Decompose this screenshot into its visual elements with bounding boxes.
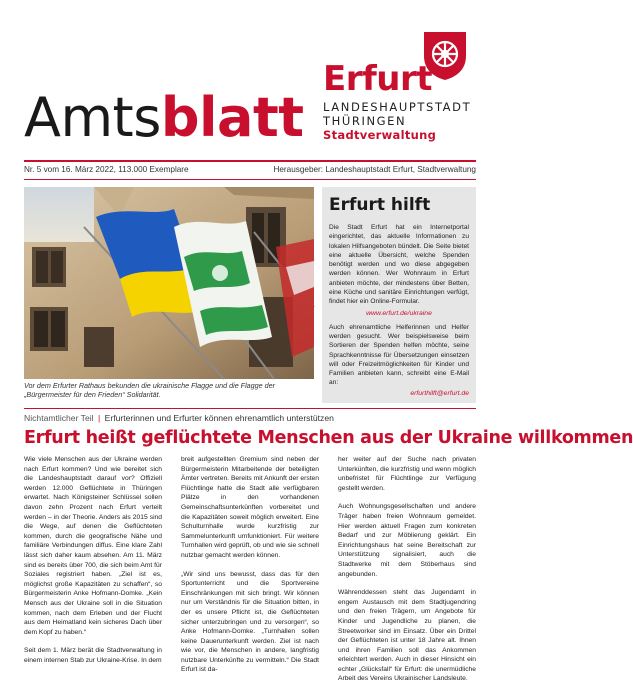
brand-subtitle-2: THÜRINGEN bbox=[323, 114, 407, 128]
brand-name: Erfurt bbox=[323, 59, 433, 99]
kicker-section: Nichtamtlicher Teil bbox=[24, 413, 94, 423]
brand-subtitle-3: Stadtverwaltung bbox=[323, 128, 437, 142]
issue-info: Nr. 5 vom 16. März 2022, 113.000 Exemplare bbox=[24, 165, 189, 174]
masthead-title-part2: blatt bbox=[160, 86, 304, 149]
article-paragraph: breit aufgestellten Gremium sind neben der Bürgermeisterin Mitarbeitende der beteiligten Ämter vertreten. Bereits mit Ankunft der ersten Flüchtlinge hatte die Stadt alle verfügbaren Plätze in den vorhandenen Gemeinschaftsunterkünften vorbereitet und die Kapazitäten soweit möglich erweitert. Eine Schulturnhalle wurde kurzfristig zur Sammelunterkunft umfunktioniert. Für weitere Turnhallen wird geprüft, ob und wie sie schnell nutzbar gemacht werden können. bbox=[181, 456, 319, 559]
article-paragraph: Auch Wohnungsgesellschaften und andere Träger haben freien Wohnraum gemeldet. Hier werden aktuell Fragen zum konkreten Bedarf und zur Möblierung geklärt. Ein Einrichtungshaus hat seine Bereitschaft zur Unterstützung signalisiert, auch die Stadtwerke mit dem Stöberhaus sind angebunden. bbox=[338, 503, 476, 578]
sidebar-paragraph-1: Die Stadt Erfurt hat ein Internetportal eingerichtet, das aktuelle Informationen zu lokalen Hilfsangeboten bündelt. Die Seite bietet eine aktuelle Übersicht, welche Spenden benötigt werden und wo diese abgegeben werden können. Wer Wohnraum in Erfurt anbieten möchte, der mindestens über Betten, eine Küche und sanitäre Einrichtungen verfügt, findet hier ein Online-Formular. bbox=[329, 224, 469, 306]
sidebar-title: Erfurt hilft bbox=[329, 195, 431, 215]
article-column-3 bbox=[338, 455, 476, 693]
erfurt-hilft-box bbox=[322, 187, 476, 403]
masthead-title-part1: Amts bbox=[24, 86, 161, 149]
photo-caption: Vor dem Erfurter Rathaus bekunden die ukrainische Flagge und die Flagge der „Bürgermeister für den Frieden“ Solidarität. bbox=[24, 381, 276, 399]
town-hall-flags-photo bbox=[24, 187, 314, 379]
article-rule bbox=[24, 408, 476, 409]
article-column-2 bbox=[181, 455, 319, 684]
sidebar-email-link[interactable]: erfurthilft@erfurt.de bbox=[410, 389, 469, 397]
sidebar-portal-link[interactable]: www.erfurt.de/ukraine bbox=[366, 309, 432, 317]
top-rule bbox=[24, 160, 476, 162]
article-paragraph: Währenddessen steht das Jugendamt in engem Austausch mit dem Stadtjugendring und den freien Trägern, um Angebote für Kinder und Jugendliche zu planen, die Streetworker sind im Einsatz. Über ein Drittel der Geflüchteten ist unter 18 Jahre alt. Ihnen und ihren Familien soll das Ankommen erleichtert werden. Auch in dieser Hinsicht ein echter „Glücksfall“ für Erfurt: die unermüdliche Arbeit des Vereins Ukrainischer Landsleute. bbox=[338, 589, 476, 683]
article-headline: Erfurt heißt geflüchtete Menschen aus der Ukraine willkommen bbox=[24, 428, 633, 448]
sidebar-paragraph-2: Auch ehrenamtliche Helferinnen und Helfer werden gesucht. Wer beispielsweise beim Sortieren der Spenden helfen möchte, seine Sprachkenntnisse für Übersetzungen einsetzen will oder Freizeitmöglichkeiten für Kinder und Familien anbieten kann, schreibt eine E-Mail an: bbox=[329, 323, 469, 387]
article-column-1 bbox=[24, 455, 162, 674]
brand-subtitle-1: LANDESHAUPTSTADT bbox=[323, 100, 472, 114]
publisher-info: Herausgeber: Landeshauptstadt Erfurt, Stadtverwaltung bbox=[273, 165, 476, 174]
article-paragraph: Wie viele Menschen aus der Ukraine werden nach Erfurt kommen? Und wie bereitet sich die Landeshauptstadt darauf vor? Offiziell werden 12.000 Geflüchtete in Thüringen erwartet. Nach Königsteiner Schlüssel sollen davon zehn Prozent nach Erfurt verteilt werden – in der Theorie. Anders als 2015 sind die Wege, auf denen die Geflüchteten kommen, durch die geografische Nähe und familiäre Verbindungen diffus. Eine klare Zahl lässt sich daher kaum absehen. Am 11. März sind es bereits über 700, die sich beim Amt für Soziales registriert haben. „Ziel ist es, möglichst große Kapazitäten zu schaffen“, so Bürgermeisterin Anke Hofmann-Domke. „Kein Mensch aus der Ukraine soll in die Situation kommen, nach dem Erleben und der Flucht aus dem Heimatland kein sicheres Dach über dem Kopf zu haben.“ bbox=[24, 456, 162, 636]
kicker-separator: | bbox=[97, 413, 101, 423]
article-paragraph: her weiter auf der Suche nach privaten Unterkünften, die kurzfristig und wenn möglich unbefristet für Flüchtlinge zur Verfügung gestellt werden. bbox=[338, 456, 476, 492]
info-rule bbox=[24, 179, 476, 180]
article-paragraph: Seit dem 1. März berät die Stadtverwaltung in einem internen Stab zur Ukraine-Krise. In dem bbox=[24, 647, 162, 664]
article-paragraph: „Wir sind uns bewusst, dass das für den Sportunterricht und die Sportvereine Einschränkungen mit sich bringt. Wir können nur um Verständnis für die Situation bitten, in der es unsere Pflicht ist, die Geflüchteten sicher unterzubringen und zu versorgen“, so Anke Hofmann-Domke. „Turnhallen sollen keine Dauerunterkunft werden. Ziel ist nach wie vor, die Menschen in andere, langfristig nutzbare Unterkünfte zu vermitteln.“ Die Stadt Erfurt ist da- bbox=[181, 570, 319, 674]
kicker-topic: Erfurterinnen und Erfurter können ehrenamtlich unterstützen bbox=[104, 413, 334, 423]
masthead-title bbox=[24, 88, 304, 148]
article-kicker bbox=[24, 413, 334, 423]
